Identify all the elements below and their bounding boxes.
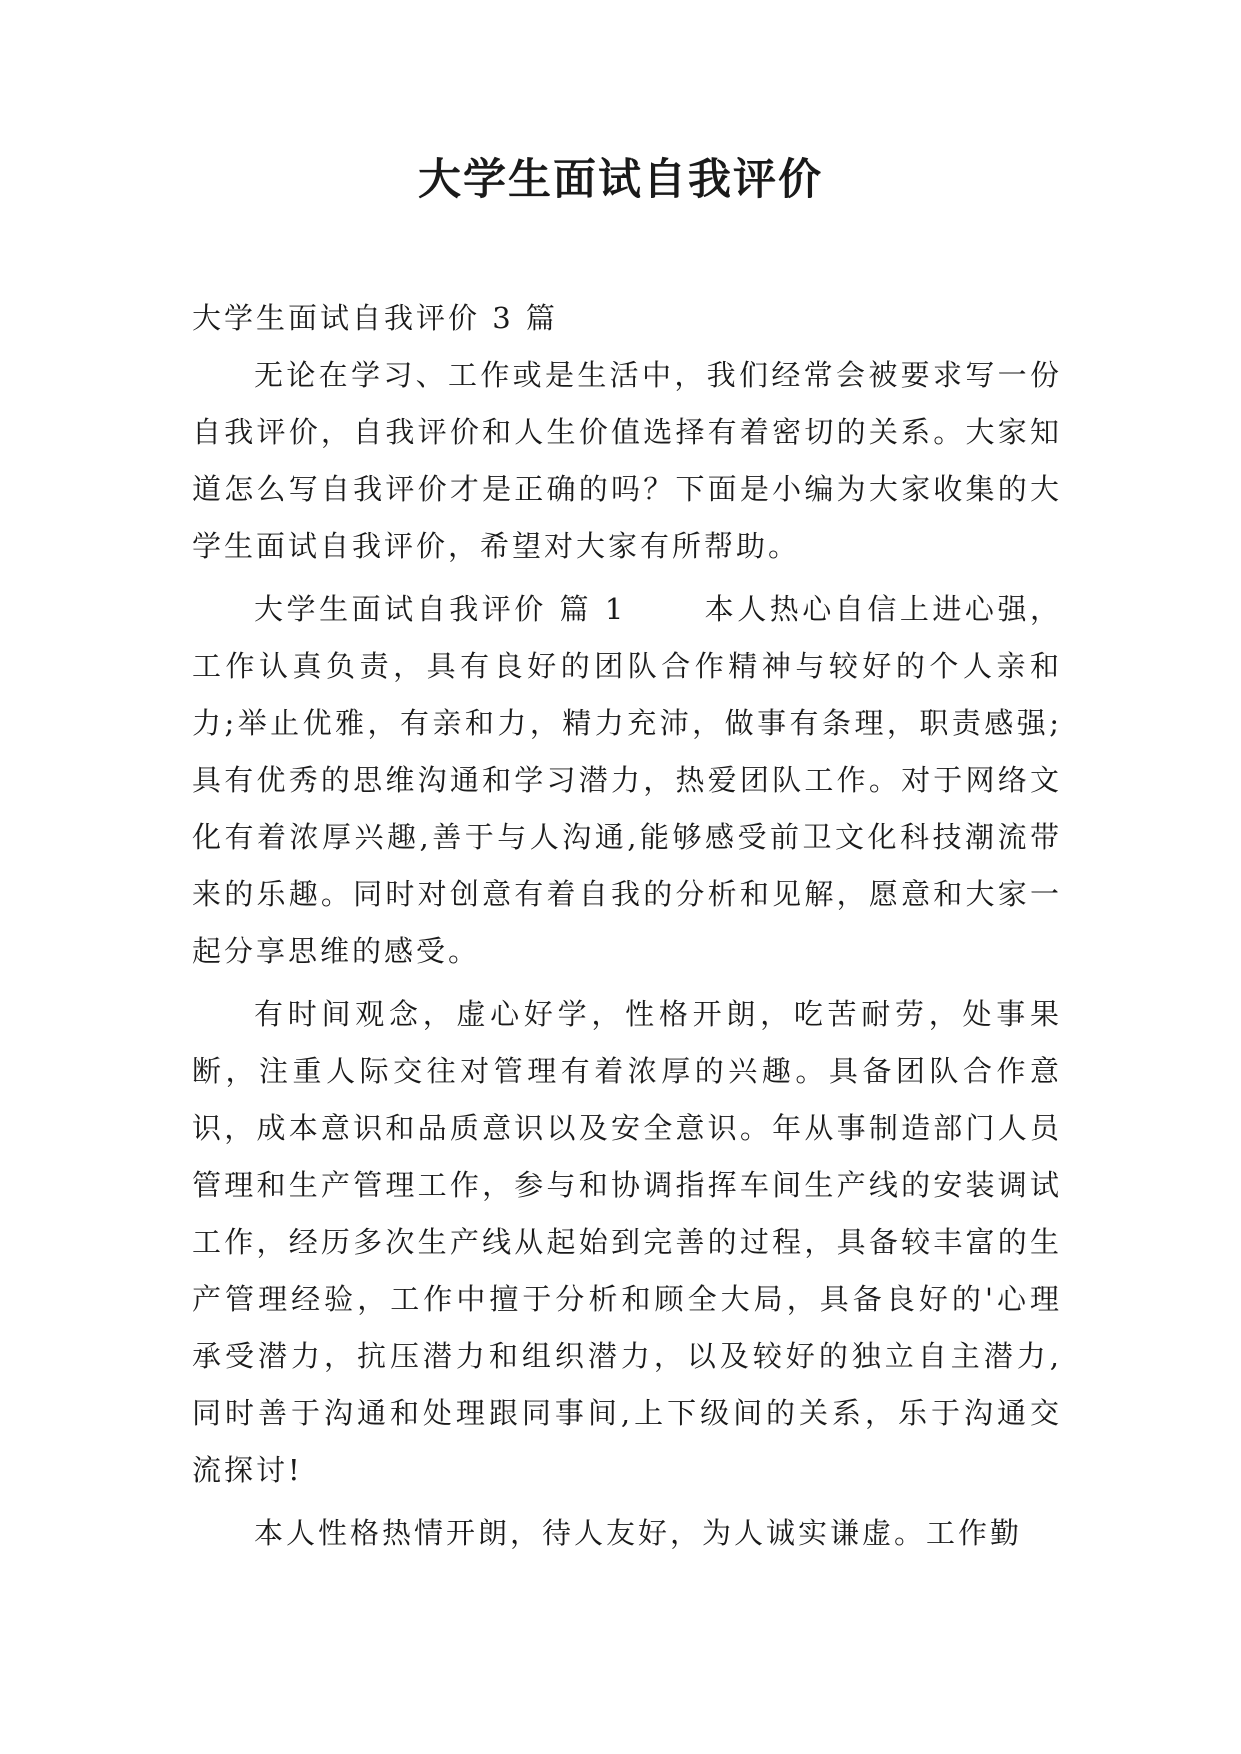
body-paragraph-3: 本人性格热情开朗，待人友好，为人诚实谦虚。工作勤 (254, 1516, 1023, 1550)
document-body (192, 290, 1062, 1562)
intro-paragraph: 无论在学习、工作或是生活中，我们经常会被要求写一份自我评价，自我评价和人生价值选择有着密切的关系。大家知道怎么写自我评价才是正确的吗？下面是小编为大家收集的大学生面试自我评价，希望对大家有所帮助。 (192, 358, 1062, 563)
body-paragraph-2: 有时间观念，虚心好学，性格开朗，吃苦耐劳，处事果断，注重人际交往对管理有着浓厚的兴趣。具备团队合作意识，成本意识和品质意识以及安全意识。年从事制造部门人员管理和生产管理工作，参与和协调指挥车间生产线的安装调试工作，经历多次生产线从起始到完善的过程，具备较丰富的生产管理经验，工作中擅于分析和顾全大局，具备良好的'心理承受潜力，抗压潜力和组织潜力，以及较好的独立自主潜力,同时善于沟通和处理跟同事间,上下级间的关系，乐于沟通交流探讨! (192, 997, 1062, 1487)
section-1-paragraph: 大学生面试自我评价 篇 1 本人热心自信上进心强，工作认真负责，具有良好的团队合作精神与较好的个人亲和力;举止优雅，有亲和力，精力充沛，做事有条理，职责感强;具有优秀的思维沟通和学习潜力，热爱团队工作。对于网络文化有着浓厚兴趣,善于与人沟通,能够感受前卫文化科技潮流带来的乐趣。同时对创意有着自我的分析和见解，愿意和大家一起分享思维的感受。 (192, 592, 1062, 968)
document-subtitle: 大学生面试自我评价 3 篇 (192, 301, 558, 335)
document-title: 大学生面试自我评价 (418, 155, 823, 205)
